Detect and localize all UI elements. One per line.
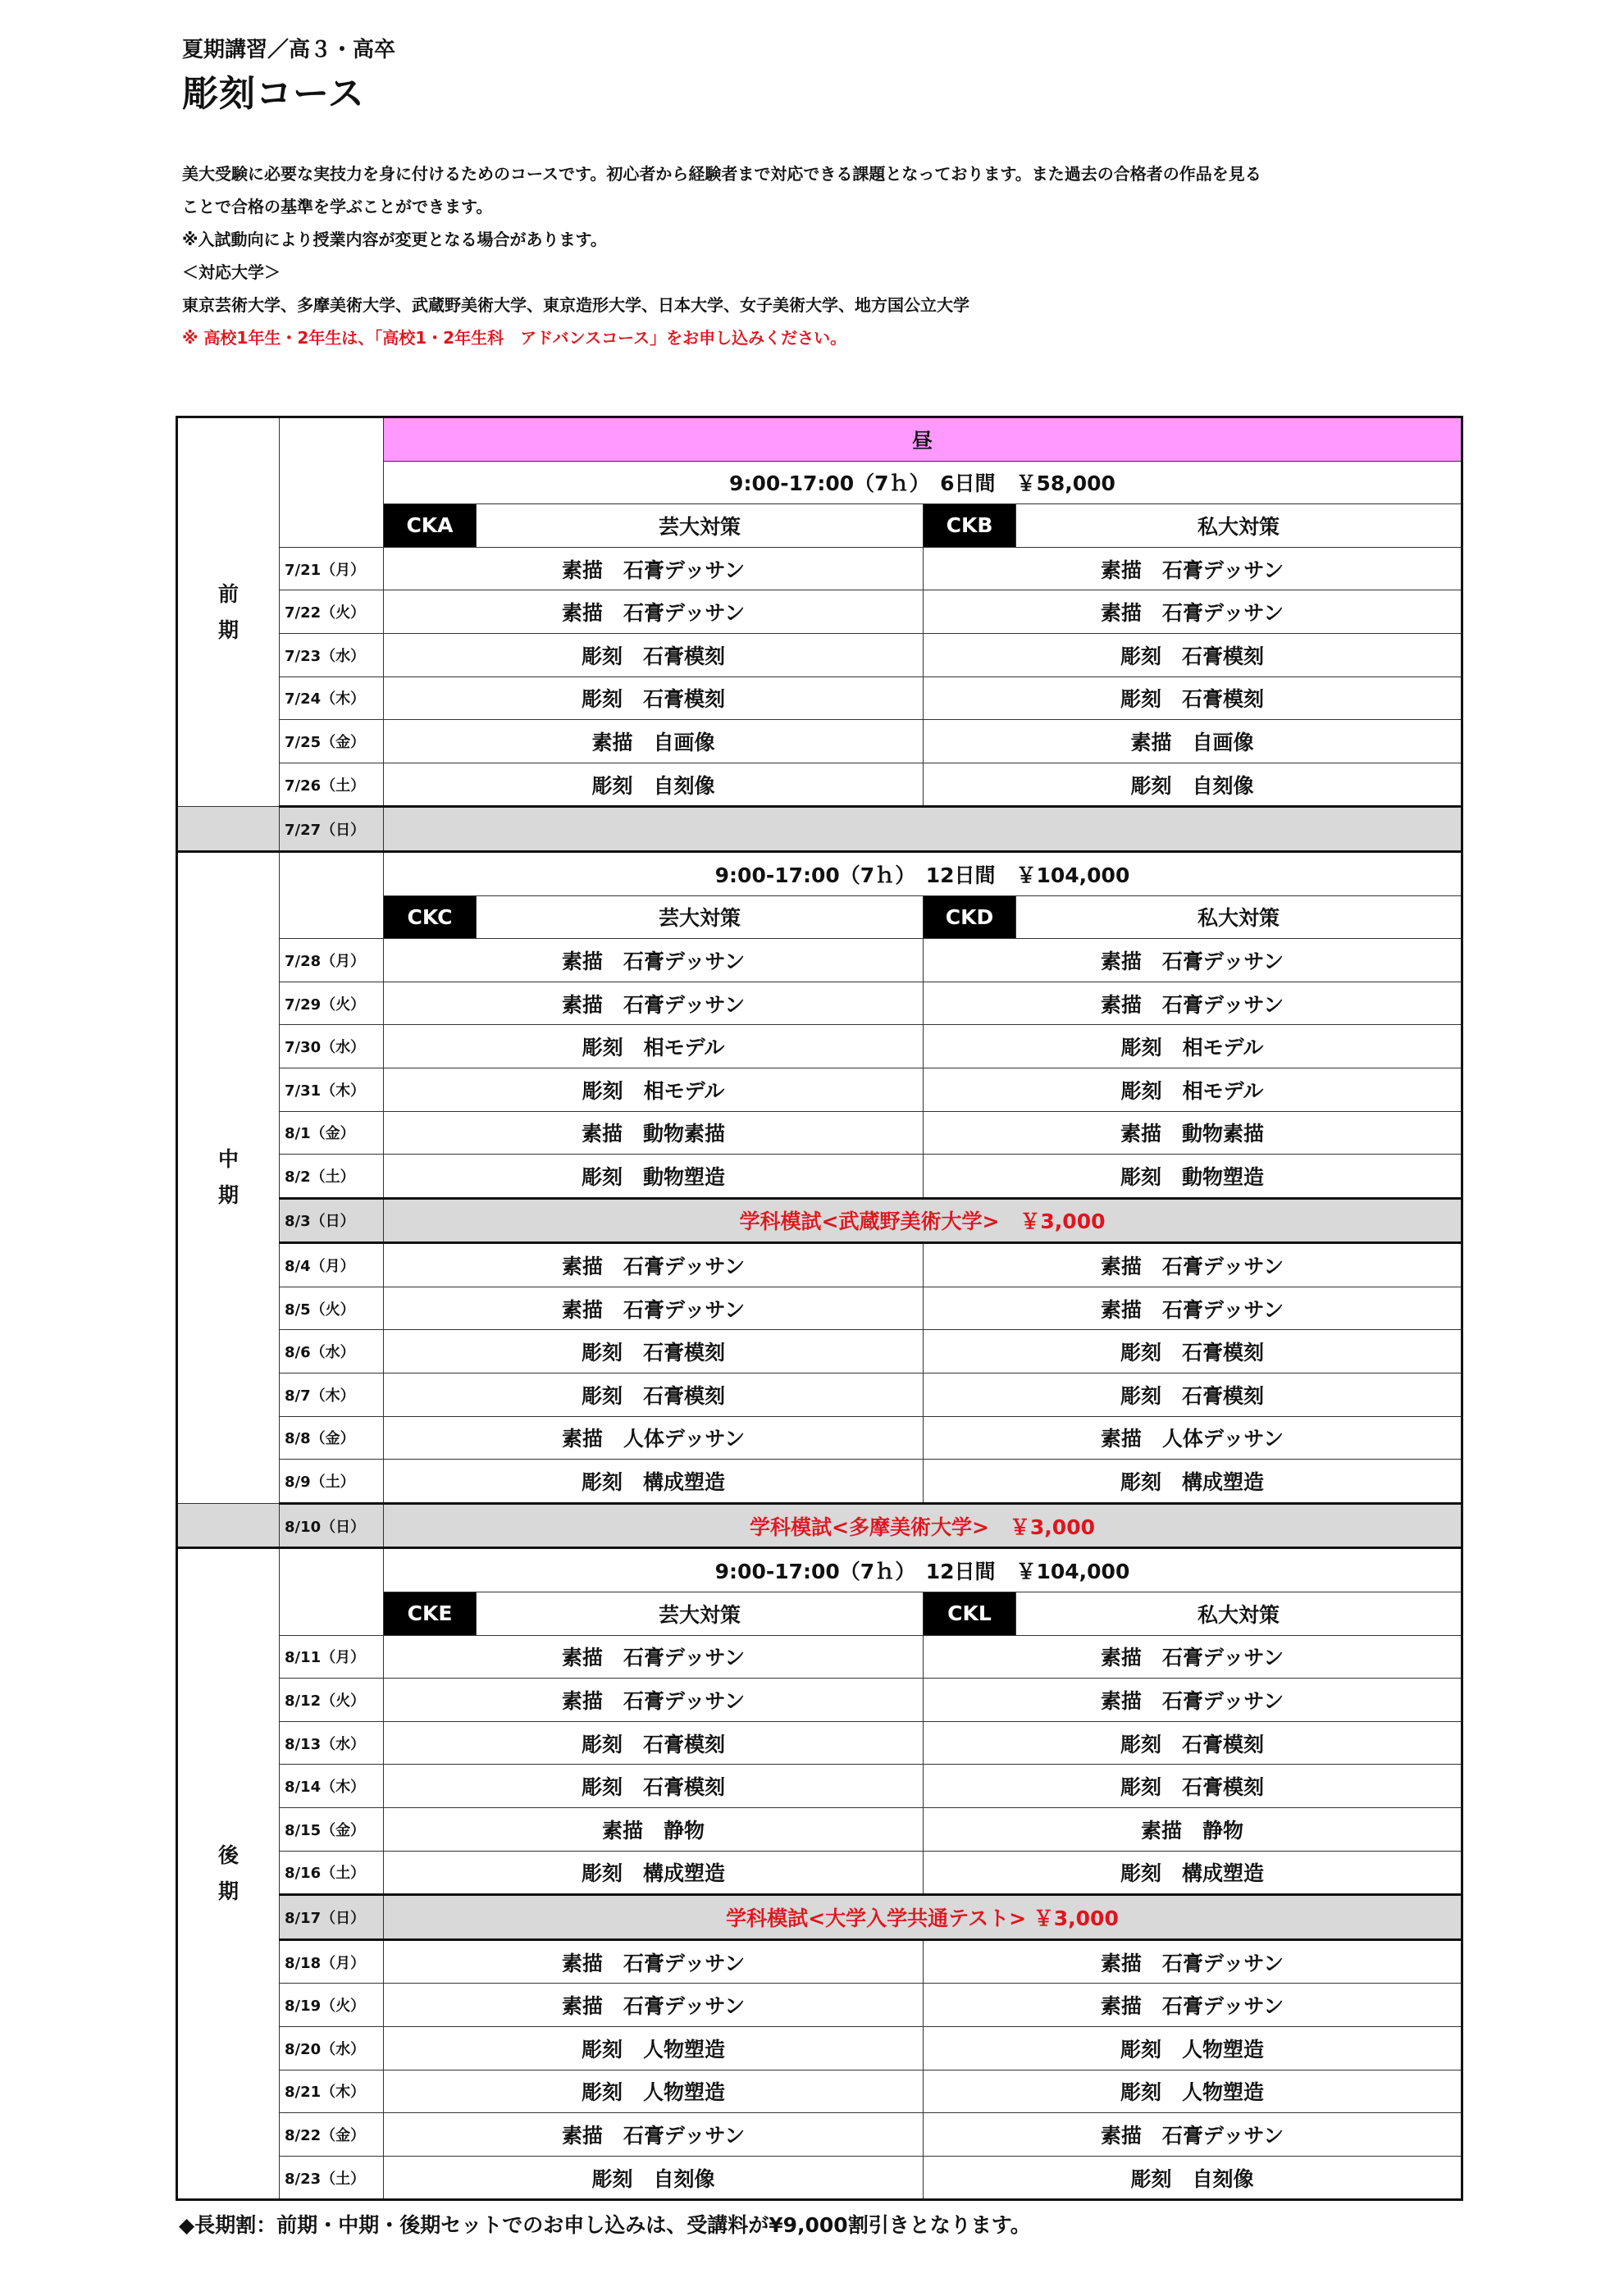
date-cell: 8/18（月）	[280, 1939, 384, 1984]
lesson-cell: 彫刻 石膏模刻	[924, 1374, 1462, 1417]
date-cell: 7/30（水）	[280, 1025, 384, 1068]
table-row	[177, 1330, 1462, 1374]
table-row	[177, 1635, 1462, 1679]
lesson-cell: 素描 石膏デッサン	[384, 2113, 924, 2157]
long-term-discount-note: ◆長期割：前期・中期・後期セットでのお申し込みは、受講料が¥9,000割引きとなります。	[179, 2213, 1031, 2237]
course-label: 芸大対策	[477, 895, 924, 939]
term-char: 後	[217, 1843, 239, 1868]
lesson-cell: 彫刻 石膏模刻	[384, 1721, 924, 1765]
course-label: 私大対策	[1016, 504, 1462, 548]
intro-line: 美大受験に必要な実技力を身に付けるためのコースです。初心者から経験者まで対応できる課題となっております。また過去の合格者の作品を見る	[182, 164, 1261, 184]
schedule-table	[176, 416, 1463, 2201]
date-header-blank	[280, 1548, 384, 1635]
date-header-blank	[280, 851, 384, 938]
lesson-cell: 彫刻 石膏模刻	[924, 1721, 1462, 1765]
date-cell: 8/15（金）	[280, 1808, 384, 1852]
session-info: 9:00-17:00（7ｈ） 6日間 ￥58,000	[384, 461, 1462, 504]
lesson-cell: 彫刻 人物塑造	[924, 2070, 1462, 2113]
lesson-cell: 素描 石膏デッサン	[924, 1679, 1462, 1722]
page-title: 彫刻コース	[182, 73, 365, 115]
table-row	[177, 1679, 1462, 1722]
table-row	[177, 1939, 1462, 1984]
date-cell: 8/10（日）	[280, 1503, 384, 1548]
lesson-cell: 彫刻 人物塑造	[384, 2026, 924, 2070]
term-char: 期	[217, 617, 239, 642]
page-subtitle: 夏期講習／高３・高卒	[182, 38, 396, 62]
lesson-cell: 素描 石膏デッサン	[384, 939, 924, 982]
table-row	[177, 417, 1462, 462]
date-cell: 8/1（金）	[280, 1111, 384, 1155]
lesson-cell: 彫刻 自刻像	[924, 2156, 1462, 2200]
date-cell: 8/11（月）	[280, 1635, 384, 1679]
lesson-cell: 彫刻 動物塑造	[384, 1155, 924, 1199]
term-label	[177, 417, 280, 807]
lesson-cell: 素描 人体デッサン	[384, 1416, 924, 1460]
date-cell: 8/22（金）	[280, 2113, 384, 2157]
date-cell: 8/12（火）	[280, 1679, 384, 1722]
lesson-cell: 素描 石膏デッサン	[384, 590, 924, 634]
date-cell: 8/3（日）	[280, 1198, 384, 1243]
term-char: 期	[217, 1183, 239, 1208]
lesson-cell: 彫刻 石膏模刻	[924, 676, 1462, 720]
lesson-cell: 彫刻 石膏模刻	[384, 1330, 924, 1374]
term-char: 前	[217, 581, 239, 606]
lesson-cell: 彫刻 石膏模刻	[924, 1330, 1462, 1374]
table-row	[177, 1503, 1462, 1548]
lesson-cell: 彫刻 石膏模刻	[924, 1765, 1462, 1808]
lesson-cell: 彫刻 自刻像	[384, 763, 924, 807]
date-cell: 8/20（水）	[280, 2026, 384, 2070]
table-row	[177, 807, 1462, 852]
lesson-cell: 素描 自画像	[924, 720, 1462, 763]
lesson-cell: 彫刻 構成塑造	[924, 1460, 1462, 1504]
table-row	[177, 633, 1462, 676]
table-row	[177, 1111, 1462, 1155]
lesson-cell: 素描 石膏デッサン	[384, 1679, 924, 1722]
lesson-cell: 素描 石膏デッサン	[924, 547, 1462, 590]
table-row	[177, 1721, 1462, 1765]
course-label: 芸大対策	[477, 504, 924, 548]
table-row	[177, 763, 1462, 807]
date-cell: 8/16（土）	[280, 1851, 384, 1895]
date-cell: 8/6（水）	[280, 1330, 384, 1374]
lesson-cell: 素描 石膏デッサン	[384, 547, 924, 590]
course-intro	[182, 157, 1462, 354]
lesson-cell: 彫刻 自刻像	[924, 763, 1462, 807]
lesson-cell: 素描 人体デッサン	[924, 1416, 1462, 1460]
term-label	[177, 851, 280, 1503]
table-row	[177, 1765, 1462, 1808]
mock-exam-note: 学科模試<大学入学共通テスト> ￥3,000	[384, 1895, 1462, 1940]
date-header-blank	[280, 417, 384, 548]
course-code: CKE	[384, 1592, 477, 1636]
lesson-cell: 素描 石膏デッサン	[384, 1287, 924, 1330]
lesson-cell: 素描 動物素描	[924, 1111, 1462, 1155]
table-row	[177, 1155, 1462, 1199]
table-row	[177, 939, 1462, 982]
date-cell: 8/14（木）	[280, 1765, 384, 1808]
lesson-cell: 素描 静物	[384, 1808, 924, 1852]
break-cell	[177, 807, 280, 852]
lesson-cell: 彫刻 構成塑造	[924, 1851, 1462, 1895]
lesson-cell: 彫刻 構成塑造	[384, 1851, 924, 1895]
universities-list: 東京芸術大学、多摩美術大学、武蔵野美術大学、東京造形大学、日本大学、女子美術大学、地方国公立大学	[182, 295, 969, 315]
table-row	[177, 1025, 1462, 1068]
course-label: 私大対策	[1016, 1592, 1462, 1636]
lesson-cell: 素描 石膏デッサン	[924, 939, 1462, 982]
date-cell: 8/2（土）	[280, 1155, 384, 1199]
table-row	[177, 1895, 1462, 1940]
lesson-cell: 彫刻 相モデル	[924, 1025, 1462, 1068]
noon-header: 昼	[384, 417, 1462, 462]
date-cell: 7/31（木）	[280, 1068, 384, 1111]
date-cell: 8/8（金）	[280, 1416, 384, 1460]
table-row	[177, 851, 1462, 895]
session-info: 9:00-17:00（7ｈ） 12日間 ￥104,000	[384, 851, 1462, 895]
intro-note: ※入試動向により授業内容が変更となる場合があります。	[182, 230, 607, 249]
lesson-cell: 素描 石膏デッサン	[924, 1939, 1462, 1984]
table-row	[177, 720, 1462, 763]
lesson-cell: 彫刻 相モデル	[384, 1025, 924, 1068]
table-row	[177, 1374, 1462, 1417]
break-cell	[177, 1503, 280, 1548]
table-row	[177, 2070, 1462, 2113]
table-row	[177, 590, 1462, 634]
table-row	[177, 547, 1462, 590]
lesson-cell: 彫刻 相モデル	[384, 1068, 924, 1111]
table-row	[177, 1851, 1462, 1895]
lesson-cell: 素描 石膏デッサン	[384, 1635, 924, 1679]
lesson-cell: 素描 石膏デッサン	[384, 1984, 924, 2027]
course-code: CKD	[924, 895, 1016, 939]
date-cell: 7/24（木）	[280, 676, 384, 720]
lesson-cell: 素描 石膏デッサン	[384, 982, 924, 1025]
table-row	[177, 2113, 1462, 2157]
date-cell: 8/13（水）	[280, 1721, 384, 1765]
term-char: 中	[217, 1147, 239, 1172]
lesson-cell: 素描 石膏デッサン	[384, 1939, 924, 1984]
table-row	[177, 676, 1462, 720]
date-cell: 8/21（木）	[280, 2070, 384, 2113]
lesson-cell: 素描 静物	[924, 1808, 1462, 1852]
date-cell: 7/25（金）	[280, 720, 384, 763]
lesson-cell: 彫刻 人物塑造	[924, 2026, 1462, 2070]
date-cell: 8/23（土）	[280, 2156, 384, 2200]
table-row	[177, 1548, 1462, 1592]
date-cell: 8/9（土）	[280, 1460, 384, 1504]
lesson-cell: 彫刻 石膏模刻	[384, 1374, 924, 1417]
table-row	[177, 1287, 1462, 1330]
term-label	[177, 1548, 280, 2200]
lesson-cell: 素描 自画像	[384, 720, 924, 763]
lesson-cell: 素描 石膏デッサン	[924, 1287, 1462, 1330]
lesson-cell: 素描 石膏デッサン	[924, 2113, 1462, 2157]
table-row	[177, 2156, 1462, 2200]
date-cell: 7/21（月）	[280, 547, 384, 590]
universities-heading: ＜対応大学＞	[182, 262, 281, 282]
date-cell: 7/23（水）	[280, 633, 384, 676]
lesson-cell: 素描 石膏デッサン	[924, 590, 1462, 634]
mock-exam-note: 学科模試<武蔵野美術大学> ￥3,000	[384, 1198, 1462, 1243]
date-cell: 7/29（火）	[280, 982, 384, 1025]
lesson-cell: 彫刻 石膏模刻	[384, 633, 924, 676]
table-row	[177, 1243, 1462, 1287]
lesson-cell: 彫刻 動物塑造	[924, 1155, 1462, 1199]
table-row	[177, 1416, 1462, 1460]
table-row	[177, 1984, 1462, 2027]
lesson-cell: 素描 石膏デッサン	[924, 982, 1462, 1025]
lesson-cell: 素描 石膏デッサン	[924, 1984, 1462, 2027]
table-row	[177, 1808, 1462, 1852]
session-info: 9:00-17:00（7ｈ） 12日間 ￥104,000	[384, 1548, 1462, 1592]
lesson-cell: 素描 石膏デッサン	[924, 1635, 1462, 1679]
date-cell: 7/22（火）	[280, 590, 384, 634]
term-char: 期	[217, 1879, 239, 1904]
course-code: CKC	[384, 895, 477, 939]
mock-exam-note: 学科模試<多摩美術大学> ￥3,000	[384, 1503, 1462, 1548]
date-cell: 7/27（日）	[280, 807, 384, 852]
course-code: CKB	[924, 504, 1016, 548]
course-label: 芸大対策	[477, 1592, 924, 1636]
date-cell: 8/17（日）	[280, 1895, 384, 1940]
course-label: 私大対策	[1016, 895, 1462, 939]
table-row	[177, 2026, 1462, 2070]
lesson-cell: 素描 石膏デッサン	[384, 1243, 924, 1287]
lesson-cell: 彫刻 石膏模刻	[384, 1765, 924, 1808]
date-cell: 7/28（月）	[280, 939, 384, 982]
table-row	[177, 982, 1462, 1025]
lesson-cell: 素描 動物素描	[384, 1111, 924, 1155]
intro-line: ことで合格の基準を学ぶことができます。	[182, 197, 493, 216]
date-cell: 8/4（月）	[280, 1243, 384, 1287]
lesson-cell: 素描 石膏デッサン	[924, 1243, 1462, 1287]
lesson-cell: 彫刻 石膏模刻	[924, 633, 1462, 676]
course-code: CKL	[924, 1592, 1016, 1636]
grade-notice: ※ 高校1年生・2年生は、「高校1・2年生科 アドバンスコース」をお申し込みください。	[182, 328, 847, 348]
table-row	[177, 1068, 1462, 1111]
break-note	[384, 807, 1462, 852]
course-code: CKA	[384, 504, 477, 548]
date-cell: 8/5（火）	[280, 1287, 384, 1330]
date-cell: 8/19（火）	[280, 1984, 384, 2027]
date-cell: 8/7（木）	[280, 1374, 384, 1417]
lesson-cell: 彫刻 自刻像	[384, 2156, 924, 2200]
lesson-cell: 彫刻 石膏模刻	[384, 676, 924, 720]
table-row	[177, 1198, 1462, 1243]
lesson-cell: 彫刻 人物塑造	[384, 2070, 924, 2113]
table-row	[177, 1460, 1462, 1504]
lesson-cell: 彫刻 相モデル	[924, 1068, 1462, 1111]
date-cell: 7/26（土）	[280, 763, 384, 807]
lesson-cell: 彫刻 構成塑造	[384, 1460, 924, 1504]
schedule-body	[177, 417, 1462, 2200]
